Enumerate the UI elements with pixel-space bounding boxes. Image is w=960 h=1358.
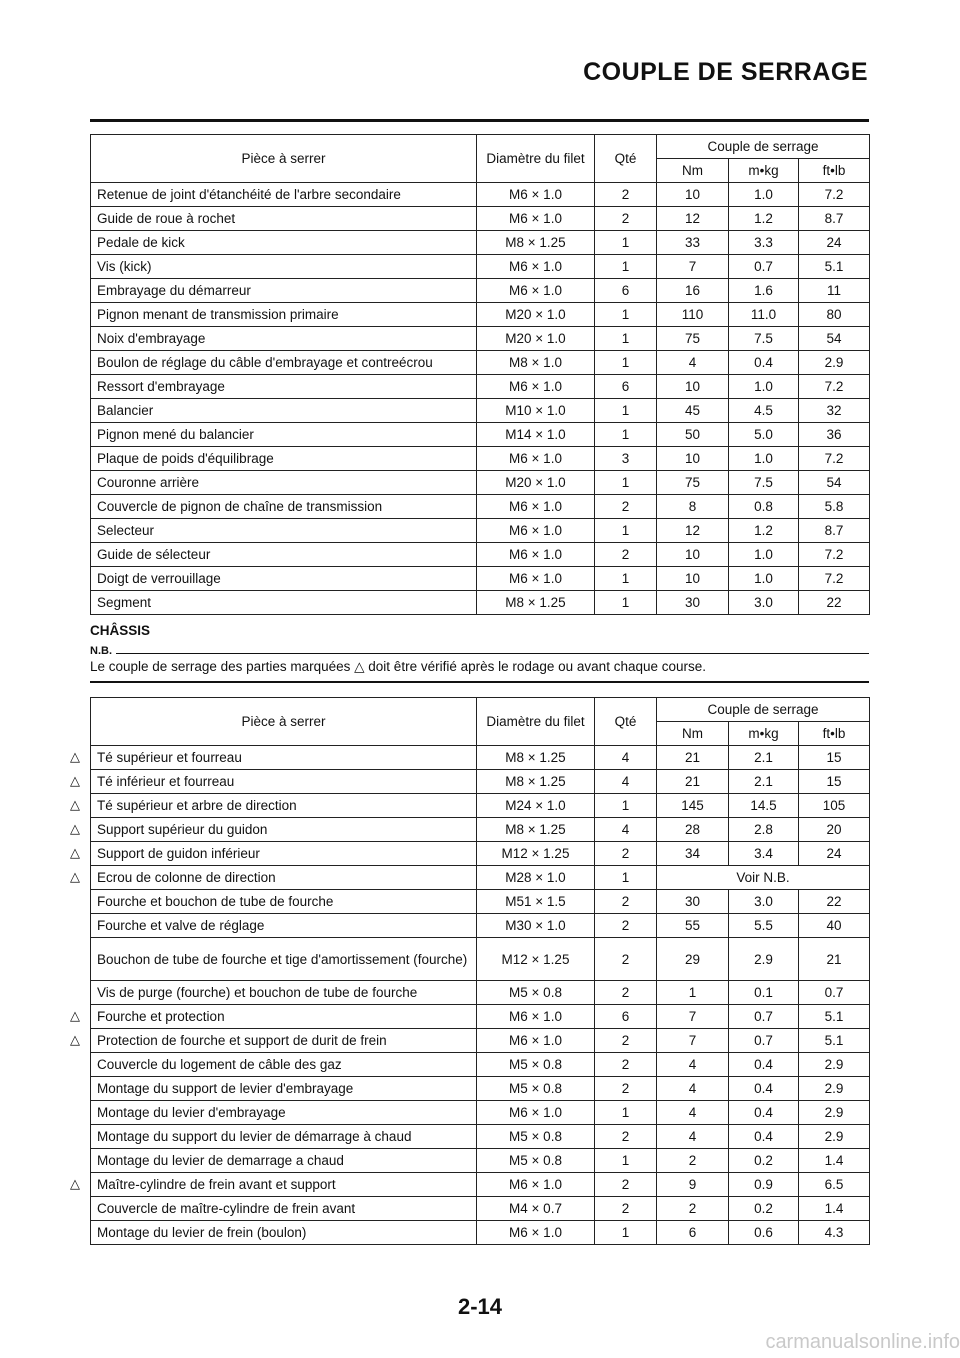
cell-ftlb: 2.9	[799, 1101, 870, 1125]
cell-qty: 2	[595, 1077, 657, 1101]
cell-mkg: 1.0	[729, 543, 799, 567]
cell-qty: 2	[595, 938, 657, 981]
cell-thread: M30 × 1.0	[477, 914, 595, 938]
cell-thread: M4 × 0.7	[477, 1197, 595, 1221]
cell-nm: 8	[657, 495, 729, 519]
table-row	[91, 471, 870, 495]
cell-nm: 1	[657, 981, 729, 1005]
cell-qty: 1	[595, 231, 657, 255]
cell-ftlb: 15	[799, 746, 870, 770]
cell-part: Montage du support de levier d'embrayage	[91, 1077, 477, 1101]
cell-ftlb: 5.1	[799, 1005, 870, 1029]
cell-qty: 1	[595, 423, 657, 447]
cell-mkg: 7.5	[729, 471, 799, 495]
cell-mkg: 1.6	[729, 279, 799, 303]
cell-nm: 4	[657, 351, 729, 375]
chassis-torque-table	[90, 697, 870, 1245]
table-row	[91, 981, 870, 1005]
cell-thread: M6 × 1.0	[477, 495, 595, 519]
cell-mkg: 0.4	[729, 1101, 799, 1125]
cell-part: Té supérieur et arbre de direction	[91, 794, 477, 818]
cell-part: Guide de roue à rochet	[91, 207, 477, 231]
cell-nm: 28	[657, 818, 729, 842]
cell-nm: 10	[657, 183, 729, 207]
cell-thread: M12 × 1.25	[477, 938, 595, 981]
cell-part: Ressort d'embrayage	[91, 375, 477, 399]
check-mark-triangle-icon: △	[70, 797, 80, 812]
cell-part: Doigt de verrouillage	[91, 567, 477, 591]
cell-mkg: 1.0	[729, 183, 799, 207]
cell-part: Couvercle de maître-cylindre de frein avant	[91, 1197, 477, 1221]
cell-nm: 75	[657, 471, 729, 495]
cell-nm: 45	[657, 399, 729, 423]
table-row	[91, 303, 870, 327]
cell-ftlb: 2.9	[799, 1053, 870, 1077]
cell-nm: 21	[657, 770, 729, 794]
cell-qty: 2	[595, 543, 657, 567]
cell-mkg: 0.7	[729, 1029, 799, 1053]
cell-mkg: 1.0	[729, 447, 799, 471]
cell-nm: 30	[657, 890, 729, 914]
cell-nm: 2	[657, 1149, 729, 1173]
table-row	[91, 890, 870, 914]
cell-qty: 2	[595, 890, 657, 914]
cell-thread: M10 × 1.0	[477, 399, 595, 423]
table-row	[91, 591, 870, 615]
cell-thread: M51 × 1.5	[477, 890, 595, 914]
header-qty: Qté	[595, 698, 657, 746]
cell-thread: M6 × 1.0	[477, 1173, 595, 1197]
cell-thread: M24 × 1.0	[477, 794, 595, 818]
cell-mkg: 0.4	[729, 1053, 799, 1077]
cell-mkg: 0.8	[729, 495, 799, 519]
cell-mkg: 0.9	[729, 1173, 799, 1197]
cell-nm: 16	[657, 279, 729, 303]
cell-thread: M5 × 0.8	[477, 1053, 595, 1077]
nb-divider-top	[116, 653, 869, 654]
table-row	[91, 770, 870, 794]
cell-nm: 4	[657, 1101, 729, 1125]
cell-thread: M6 × 1.0	[477, 447, 595, 471]
cell-qty: 1	[595, 255, 657, 279]
cell-nm: 33	[657, 231, 729, 255]
cell-nm: 9	[657, 1173, 729, 1197]
cell-qty: 2	[595, 183, 657, 207]
cell-nm: 4	[657, 1053, 729, 1077]
table-row	[91, 279, 870, 303]
cell-qty: 2	[595, 1173, 657, 1197]
cell-thread: M6 × 1.0	[477, 375, 595, 399]
title-divider	[90, 119, 869, 122]
cell-part: Protection de fourche et support de durit de frein	[91, 1029, 477, 1053]
header-mkg: m•kg	[729, 159, 799, 183]
header-part: Pièce à serrer	[91, 698, 477, 746]
cell-part: Fourche et bouchon de tube de fourche	[91, 890, 477, 914]
cell-thread: M8 × 1.25	[477, 770, 595, 794]
cell-qty: 1	[595, 471, 657, 495]
cell-mkg: 2.8	[729, 818, 799, 842]
cell-thread: M6 × 1.0	[477, 279, 595, 303]
table-row	[91, 746, 870, 770]
cell-part: Embrayage du démarreur	[91, 279, 477, 303]
cell-ftlb: 1.4	[799, 1149, 870, 1173]
cell-qty: 1	[595, 794, 657, 818]
cell-mkg: 3.3	[729, 231, 799, 255]
cell-torque-note: Voir N.B.	[657, 866, 870, 890]
cell-thread: M14 × 1.0	[477, 423, 595, 447]
cell-qty: 4	[595, 746, 657, 770]
cell-ftlb: 8.7	[799, 519, 870, 543]
cell-mkg: 2.9	[729, 938, 799, 981]
cell-part: Vis de purge (fourche) et bouchon de tube de fourche	[91, 981, 477, 1005]
cell-ftlb: 2.9	[799, 1125, 870, 1149]
check-mark-triangle-icon: △	[70, 1008, 80, 1023]
cell-ftlb: 7.2	[799, 375, 870, 399]
cell-thread: M6 × 1.0	[477, 1101, 595, 1125]
table-row	[91, 1005, 870, 1029]
cell-nm: 75	[657, 327, 729, 351]
cell-ftlb: 7.2	[799, 567, 870, 591]
nb-note: Le couple de serrage des parties marquées △ doit être vérifié après le rodage ou avant chaque course.	[90, 659, 707, 674]
cell-thread: M6 × 1.0	[477, 207, 595, 231]
cell-ftlb: 54	[799, 327, 870, 351]
cell-part: Support de guidon inférieur	[91, 842, 477, 866]
cell-qty: 4	[595, 770, 657, 794]
cell-ftlb: 6.5	[799, 1173, 870, 1197]
cell-thread: M6 × 1.0	[477, 1221, 595, 1245]
cell-part: Balancier	[91, 399, 477, 423]
cell-thread: M20 × 1.0	[477, 327, 595, 351]
page-number: 2-14	[457, 1294, 503, 1319]
cell-part: Selecteur	[91, 519, 477, 543]
cell-ftlb: 54	[799, 471, 870, 495]
cell-qty: 1	[595, 591, 657, 615]
header-nm: Nm	[657, 159, 729, 183]
cell-qty: 2	[595, 914, 657, 938]
cell-part: Noix d'embrayage	[91, 327, 477, 351]
table-row	[91, 543, 870, 567]
header-torque: Couple de serrage	[657, 135, 870, 159]
cell-qty: 6	[595, 375, 657, 399]
cell-part: Boulon de réglage du câble d'embrayage et contreécrou	[91, 351, 477, 375]
cell-mkg: 3.4	[729, 842, 799, 866]
cell-ftlb: 7.2	[799, 183, 870, 207]
cell-ftlb: 5.1	[799, 1029, 870, 1053]
cell-part: Pedale de kick	[91, 231, 477, 255]
cell-ftlb: 2.9	[799, 351, 870, 375]
cell-qty: 1	[595, 866, 657, 890]
cell-nm: 4	[657, 1077, 729, 1101]
cell-ftlb: 1.4	[799, 1197, 870, 1221]
table-row	[91, 1197, 870, 1221]
table-row	[91, 818, 870, 842]
cell-mkg: 0.7	[729, 255, 799, 279]
cell-ftlb: 32	[799, 399, 870, 423]
cell-thread: M12 × 1.25	[477, 842, 595, 866]
cell-part: Té supérieur et fourreau	[91, 746, 477, 770]
cell-qty: 2	[595, 1197, 657, 1221]
table-row	[91, 1053, 870, 1077]
cell-ftlb: 21	[799, 938, 870, 981]
cell-part: Ecrou de colonne de direction	[91, 866, 477, 890]
cell-ftlb: 5.1	[799, 255, 870, 279]
check-mark-triangle-icon: △	[70, 1032, 80, 1047]
cell-ftlb: 7.2	[799, 447, 870, 471]
cell-qty: 2	[595, 1053, 657, 1077]
cell-ftlb: 8.7	[799, 207, 870, 231]
table-row	[91, 1149, 870, 1173]
table-row	[91, 1173, 870, 1197]
cell-part: Montage du levier d'embrayage	[91, 1101, 477, 1125]
cell-qty: 1	[595, 303, 657, 327]
cell-qty: 2	[595, 1125, 657, 1149]
table-row	[91, 1077, 870, 1101]
cell-part: Montage du levier de frein (boulon)	[91, 1221, 477, 1245]
cell-nm: 7	[657, 1029, 729, 1053]
chassis-heading: CHÂSSIS	[90, 623, 151, 638]
table-row	[91, 447, 870, 471]
cell-thread: M6 × 1.0	[477, 1029, 595, 1053]
header-ftlb: ft•lb	[799, 722, 870, 746]
cell-mkg: 14.5	[729, 794, 799, 818]
cell-ftlb: 36	[799, 423, 870, 447]
table-row	[91, 495, 870, 519]
cell-ftlb: 105	[799, 794, 870, 818]
cell-qty: 4	[595, 818, 657, 842]
cell-ftlb: 0.7	[799, 981, 870, 1005]
table-row	[91, 567, 870, 591]
table-row	[91, 1029, 870, 1053]
cell-part: Couvercle de pignon de chaîne de transmission	[91, 495, 477, 519]
table-row	[91, 183, 870, 207]
cell-mkg: 3.0	[729, 591, 799, 615]
cell-part: Pignon menant de transmission primaire	[91, 303, 477, 327]
header-thread: Diamètre du filet	[477, 135, 595, 183]
cell-qty: 1	[595, 327, 657, 351]
cell-thread: M6 × 1.0	[477, 567, 595, 591]
cell-ftlb: 22	[799, 890, 870, 914]
cell-qty: 2	[595, 842, 657, 866]
header-mkg: m•kg	[729, 722, 799, 746]
cell-thread: M5 × 0.8	[477, 981, 595, 1005]
cell-qty: 2	[595, 1029, 657, 1053]
watermark: carmanualsonline.info	[765, 1331, 960, 1353]
cell-ftlb: 22	[799, 591, 870, 615]
cell-thread: M8 × 1.25	[477, 818, 595, 842]
header-qty: Qté	[595, 135, 657, 183]
cell-ftlb: 15	[799, 770, 870, 794]
cell-ftlb: 2.9	[799, 1077, 870, 1101]
table-row	[91, 866, 870, 890]
cell-mkg: 0.2	[729, 1197, 799, 1221]
cell-thread: M5 × 0.8	[477, 1077, 595, 1101]
header-torque: Couple de serrage	[657, 698, 870, 722]
cell-mkg: 0.4	[729, 1077, 799, 1101]
check-mark-triangle-icon: △	[70, 773, 80, 788]
cell-qty: 6	[595, 1005, 657, 1029]
cell-mkg: 1.0	[729, 375, 799, 399]
cell-thread: M8 × 1.25	[477, 231, 595, 255]
cell-nm: 7	[657, 1005, 729, 1029]
cell-part: Plaque de poids d'équilibrage	[91, 447, 477, 471]
cell-ftlb: 24	[799, 842, 870, 866]
cell-nm: 10	[657, 543, 729, 567]
cell-ftlb: 5.8	[799, 495, 870, 519]
cell-thread: M20 × 1.0	[477, 471, 595, 495]
cell-thread: M6 × 1.0	[477, 543, 595, 567]
cell-mkg: 11.0	[729, 303, 799, 327]
cell-mkg: 2.1	[729, 746, 799, 770]
cell-ftlb: 11	[799, 279, 870, 303]
check-mark-triangle-icon: △	[70, 845, 80, 860]
cell-mkg: 5.0	[729, 423, 799, 447]
cell-ftlb: 20	[799, 818, 870, 842]
cell-ftlb: 40	[799, 914, 870, 938]
cell-mkg: 4.5	[729, 399, 799, 423]
cell-part: Bouchon de tube de fourche et tige d'amortissement (fourche)	[91, 938, 477, 981]
cell-part: Vis (kick)	[91, 255, 477, 279]
cell-mkg: 0.2	[729, 1149, 799, 1173]
table-row	[91, 842, 870, 866]
cell-part: Retenue de joint d'étanchéité de l'arbre secondaire	[91, 183, 477, 207]
table-row	[91, 519, 870, 543]
cell-thread: M8 × 1.25	[477, 746, 595, 770]
cell-thread: M6 × 1.0	[477, 519, 595, 543]
cell-part: Maître-cylindre de frein avant et support	[91, 1173, 477, 1197]
check-mark-triangle-icon: △	[70, 821, 80, 836]
cell-mkg: 0.7	[729, 1005, 799, 1029]
cell-part: Support supérieur du guidon	[91, 818, 477, 842]
cell-thread: M8 × 1.25	[477, 591, 595, 615]
cell-qty: 1	[595, 399, 657, 423]
table-row	[91, 1125, 870, 1149]
table-row	[91, 1221, 870, 1245]
cell-mkg: 1.2	[729, 519, 799, 543]
cell-qty: 1	[595, 1149, 657, 1173]
cell-qty: 2	[595, 495, 657, 519]
cell-mkg: 3.0	[729, 890, 799, 914]
cell-mkg: 2.1	[729, 770, 799, 794]
cell-qty: 1	[595, 1101, 657, 1125]
cell-nm: 10	[657, 447, 729, 471]
cell-nm: 55	[657, 914, 729, 938]
header-part: Pièce à serrer	[91, 135, 477, 183]
cell-ftlb: 4.3	[799, 1221, 870, 1245]
cell-thread: M28 × 1.0	[477, 866, 595, 890]
check-mark-triangle-icon: △	[70, 1176, 80, 1191]
cell-qty: 1	[595, 1221, 657, 1245]
cell-part: Montage du levier de demarrage a chaud	[91, 1149, 477, 1173]
cell-qty: 6	[595, 279, 657, 303]
nb-divider-bottom	[90, 681, 869, 683]
page-title: COUPLE DE SERRAGE	[583, 58, 868, 86]
cell-qty: 2	[595, 981, 657, 1005]
cell-nm: 10	[657, 375, 729, 399]
cell-nm: 12	[657, 207, 729, 231]
cell-part: Pignon mené du balancier	[91, 423, 477, 447]
cell-thread: M20 × 1.0	[477, 303, 595, 327]
cell-mkg: 1.0	[729, 567, 799, 591]
cell-ftlb: 24	[799, 231, 870, 255]
cell-qty: 1	[595, 519, 657, 543]
table-row	[91, 231, 870, 255]
cell-qty: 3	[595, 447, 657, 471]
cell-nm: 110	[657, 303, 729, 327]
cell-ftlb: 7.2	[799, 543, 870, 567]
table-row	[91, 1101, 870, 1125]
nb-label: N.B.	[90, 645, 112, 657]
cell-thread: M8 × 1.0	[477, 351, 595, 375]
cell-nm: 30	[657, 591, 729, 615]
cell-part: Té inférieur et fourreau	[91, 770, 477, 794]
table-row	[91, 423, 870, 447]
table-row	[91, 938, 870, 981]
cell-nm: 145	[657, 794, 729, 818]
cell-nm: 50	[657, 423, 729, 447]
cell-ftlb: 80	[799, 303, 870, 327]
cell-nm: 29	[657, 938, 729, 981]
cell-mkg: 7.5	[729, 327, 799, 351]
cell-qty: 1	[595, 567, 657, 591]
cell-nm: 6	[657, 1221, 729, 1245]
cell-part: Fourche et valve de réglage	[91, 914, 477, 938]
cell-part: Couronne arrière	[91, 471, 477, 495]
header-nm: Nm	[657, 722, 729, 746]
table-row	[91, 794, 870, 818]
cell-thread: M5 × 0.8	[477, 1149, 595, 1173]
cell-part: Fourche et protection	[91, 1005, 477, 1029]
cell-mkg: 0.4	[729, 351, 799, 375]
table-row	[91, 399, 870, 423]
cell-thread: M5 × 0.8	[477, 1125, 595, 1149]
cell-nm: 10	[657, 567, 729, 591]
cell-thread: M6 × 1.0	[477, 1005, 595, 1029]
header-ftlb: ft•lb	[799, 159, 870, 183]
table-row	[91, 914, 870, 938]
table-row	[91, 327, 870, 351]
cell-nm: 21	[657, 746, 729, 770]
cell-part: Montage du support du levier de démarrage à chaud	[91, 1125, 477, 1149]
cell-mkg: 0.1	[729, 981, 799, 1005]
cell-nm: 2	[657, 1197, 729, 1221]
cell-qty: 1	[595, 351, 657, 375]
check-mark-triangle-icon: △	[70, 869, 80, 884]
cell-mkg: 1.2	[729, 207, 799, 231]
cell-nm: 7	[657, 255, 729, 279]
cell-part: Couvercle du logement de câble des gaz	[91, 1053, 477, 1077]
cell-nm: 4	[657, 1125, 729, 1149]
header-thread: Diamètre du filet	[477, 698, 595, 746]
cell-part: Segment	[91, 591, 477, 615]
cell-mkg: 0.4	[729, 1125, 799, 1149]
table-row	[91, 351, 870, 375]
table-row	[91, 255, 870, 279]
table-row	[91, 375, 870, 399]
cell-mkg: 5.5	[729, 914, 799, 938]
table-row	[91, 207, 870, 231]
cell-qty: 2	[595, 207, 657, 231]
cell-part: Guide de sélecteur	[91, 543, 477, 567]
check-mark-triangle-icon: △	[70, 749, 80, 764]
cell-thread: M6 × 1.0	[477, 183, 595, 207]
cell-nm: 12	[657, 519, 729, 543]
cell-nm: 34	[657, 842, 729, 866]
cell-thread: M6 × 1.0	[477, 255, 595, 279]
engine-torque-table	[90, 134, 870, 615]
cell-mkg: 0.6	[729, 1221, 799, 1245]
